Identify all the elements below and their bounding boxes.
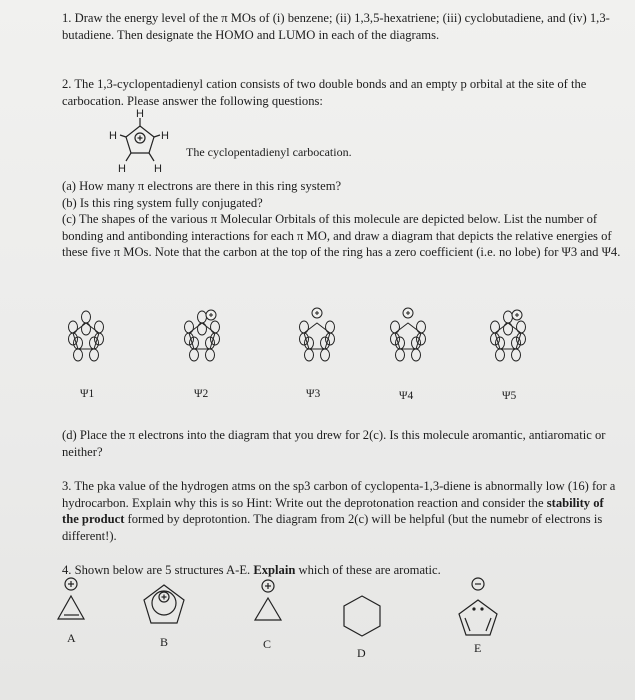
- question-2a: (a) How many π electrons are there in this ring system?: [62, 179, 342, 193]
- psi-2-orbital: [185, 310, 220, 361]
- psi-5-label: Ψ5: [502, 390, 517, 402]
- question-2-parts: [62, 178, 622, 261]
- structure-b: [144, 585, 184, 623]
- psi-4-label: Ψ4: [399, 390, 414, 402]
- psi-2-label: Ψ2: [194, 388, 209, 400]
- h-label: H: [109, 130, 117, 142]
- structure-a: [58, 578, 84, 619]
- h-label: H: [136, 108, 144, 120]
- h-label: H: [161, 130, 169, 142]
- structure-c-label: C: [263, 637, 272, 651]
- question-2d-text: (d) Place the π electrons into the diagram that you drew for 2(c). Is this molecule aromantic, antiaromatic or neither?: [62, 428, 606, 459]
- mo-diagrams: [0, 292, 600, 392]
- question-1: [62, 10, 622, 43]
- question-3-text: 3. The pka value of the hydrogen atms on the sp3 carbon of cyclopenta-1,3-diene is abnormally low (16) for a hydrocarbon. Explain why this is so Hint: Write out the deprotonation reaction and consider the stability of the product formed by deprotontion. The diagram from 2(c) will be helpful (but the numebr of electrons is different!).: [62, 479, 616, 543]
- structures-a-e: [0, 575, 635, 665]
- psi-5-orbital: [491, 310, 526, 361]
- structure-b-label: B: [160, 635, 169, 649]
- psi-3-label: Ψ3: [306, 388, 321, 400]
- structure-e: [459, 578, 497, 635]
- structure-a-label: A: [67, 631, 76, 645]
- question-1-text: 1. Draw the energy level of the π MOs of (i) benzene; (ii) 1,3,5-hexatriene; (iii) cyclobutadiene, and (iv) 1,3-butadiene. Then designate the HOMO and LUMO in each of the diagrams.: [62, 11, 610, 42]
- structure-caption: The cyclopentadienyl carbocation.: [186, 145, 352, 159]
- structure-e-label: E: [474, 641, 482, 655]
- psi-4-orbital: [391, 308, 426, 361]
- cyclopentadienyl-cation-structure: [100, 108, 180, 178]
- psi-3-orbital: [300, 308, 335, 361]
- question-2c: (c) The shapes of the various π Molecular Orbitals of this molecule are depicted below. List the number of bonding and antibonding interactions for each π MO, and draw a diagram that depicts the relative energies of these five π MOs. Note that the carbon at the top of the ring has a zero coefficient (i.e. no lobe) for Ψ3 and Ψ4.: [62, 212, 621, 259]
- question-3: [62, 478, 622, 544]
- psi-1-label: Ψ1: [80, 388, 95, 400]
- question-2b: (b) Is this ring system fully conjugated?: [62, 195, 263, 210]
- structure-d-label: D: [357, 646, 366, 660]
- question-2-intro: [62, 76, 622, 109]
- question-2d: [62, 427, 622, 460]
- h-label: H: [154, 163, 162, 175]
- psi-1-orbital: [69, 311, 104, 361]
- h-label: H: [118, 163, 126, 175]
- structure-d: [344, 596, 380, 636]
- question-4-text: 4. Shown below are 5 structures A-E. Explain which of these are aromatic.: [62, 563, 441, 577]
- structure-c: [255, 580, 281, 620]
- question-2-intro-text: 2. The 1,3-cyclopentadienyl cation consists of two double bonds and an empty p orbital at the site of the carbocation. Please answer the following questions:: [62, 77, 587, 108]
